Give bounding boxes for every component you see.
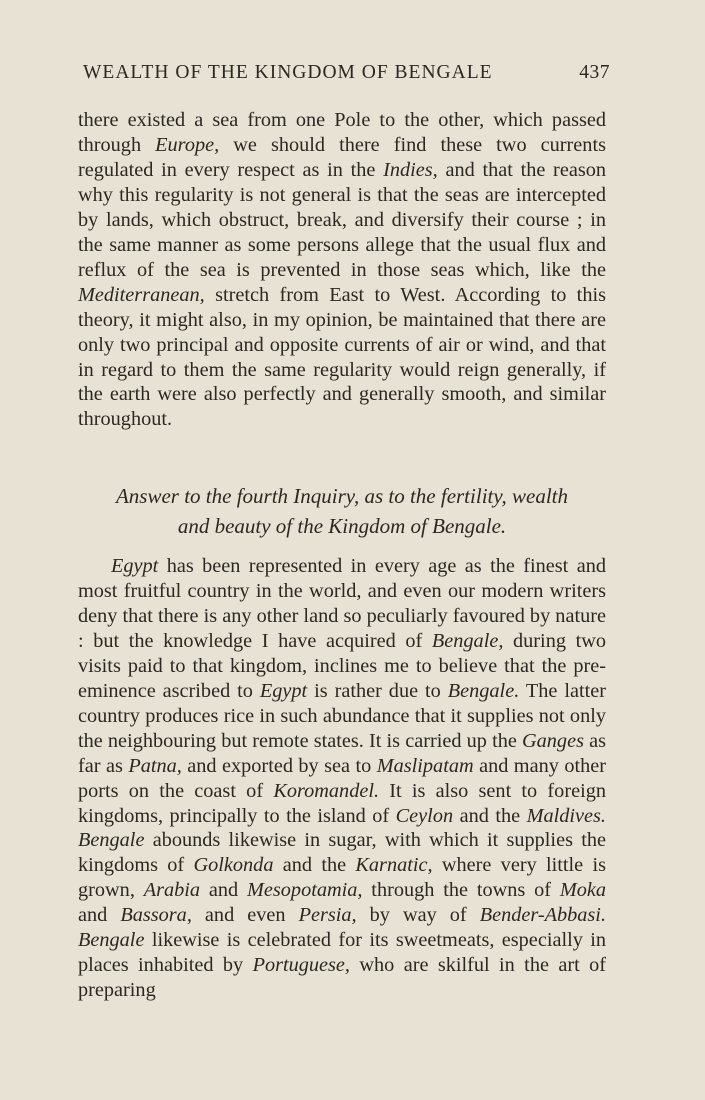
emphasis: Golkonda (193, 854, 274, 877)
paragraph-continued: there existed a sea from one Pole to the other, which passed through Europe, we should there find these two currents regulated in every respect as in the Indies, and that the reason why this regularity is not general is that the seas are intercepted by lands, which obstruct, break, and diversify their course ; in the same manner as some persons allege that the usual flux and reflux of the sea is prevented in those seas which, like the Mediterranean, stretch from East to West. According to this theory, it might also, in my opinion, be maintained that there are only two principal and opposite currents of air or wind, and that in regard to them the same regularity would reign generally, if the earth were also perfectly and generally smooth, and similar throughout. (78, 109, 606, 431)
emphasis: Mediterranean, (78, 283, 205, 306)
emphasis: Portuguese, (252, 954, 351, 977)
section-heading-line-2: and beauty of the Kingdom of Bengale. (177, 514, 507, 538)
emphasis: Maslipatam (376, 754, 474, 777)
emphasis: Koromandel. (273, 779, 380, 802)
emphasis: Mesopotamia, (247, 879, 363, 902)
emphasis: Patna, (128, 754, 182, 777)
emphasis: Moka (559, 879, 606, 902)
emphasis: Bengale, (431, 629, 504, 652)
emphasis: Bengale. (447, 679, 520, 702)
page-header (83, 62, 610, 88)
emphasis: Europe, (155, 133, 220, 156)
emphasis: Karnatic, (355, 854, 433, 877)
emphasis: Bengale (78, 829, 145, 852)
emphasis: Egypt (111, 555, 159, 577)
emphasis: Persia, (298, 904, 357, 927)
section-heading-line-1: Answer to the fourth Inquiry, as to the fertility, wealth (115, 484, 569, 508)
emphasis: Bassora, (120, 904, 192, 927)
emphasis: Arabia (143, 879, 201, 902)
emphasis: Indies, (383, 158, 438, 181)
section-heading (78, 481, 606, 541)
emphasis: Ganges (522, 729, 584, 752)
paragraph-egypt-bengale: Egypt has been represented in every age as the finest and most fruitful country in the world, and even our modern writers deny that there is any other land so peculiarly favoured by nature : but the knowledge I have acquired of Bengale, during two visits paid to that kingdom, inclines me to believe that the pre-eminence ascribed to Egypt is rather due to Bengale. The latter country produces rice in such abundance that it supplies not only the neighbouring but remote states. It is carried up the Ganges as far as Patna, and exported by sea to Maslipatam and many other ports on the coast of Koromandel. It is also sent to foreign kingdoms, principally to the island of Ceylon and the Maldives. Bengale abounds likewise in sugar, with which it supplies the kingdoms of Golkonda and the Karnatic, where very little is grown, Arabia and Mesopotamia, through the towns of Moka and Bassora, and even Persia, by way of Bender-Abbasi. Bengale likewise is celebrated for its sweetmeats, especially in places inhabited by Portuguese, who are skilful in the art of preparing (78, 555, 607, 1002)
emphasis: Maldives. (526, 804, 607, 827)
running-title: WEALTH OF THE KINGDOM OF BENGALE (83, 62, 493, 83)
emphasis: Egypt (259, 679, 308, 702)
emphasis: Bender-Abbasi. (479, 904, 607, 927)
page-number: 437 (579, 62, 610, 83)
emphasis: Ceylon (395, 804, 454, 827)
emphasis: Bengale (78, 929, 145, 952)
